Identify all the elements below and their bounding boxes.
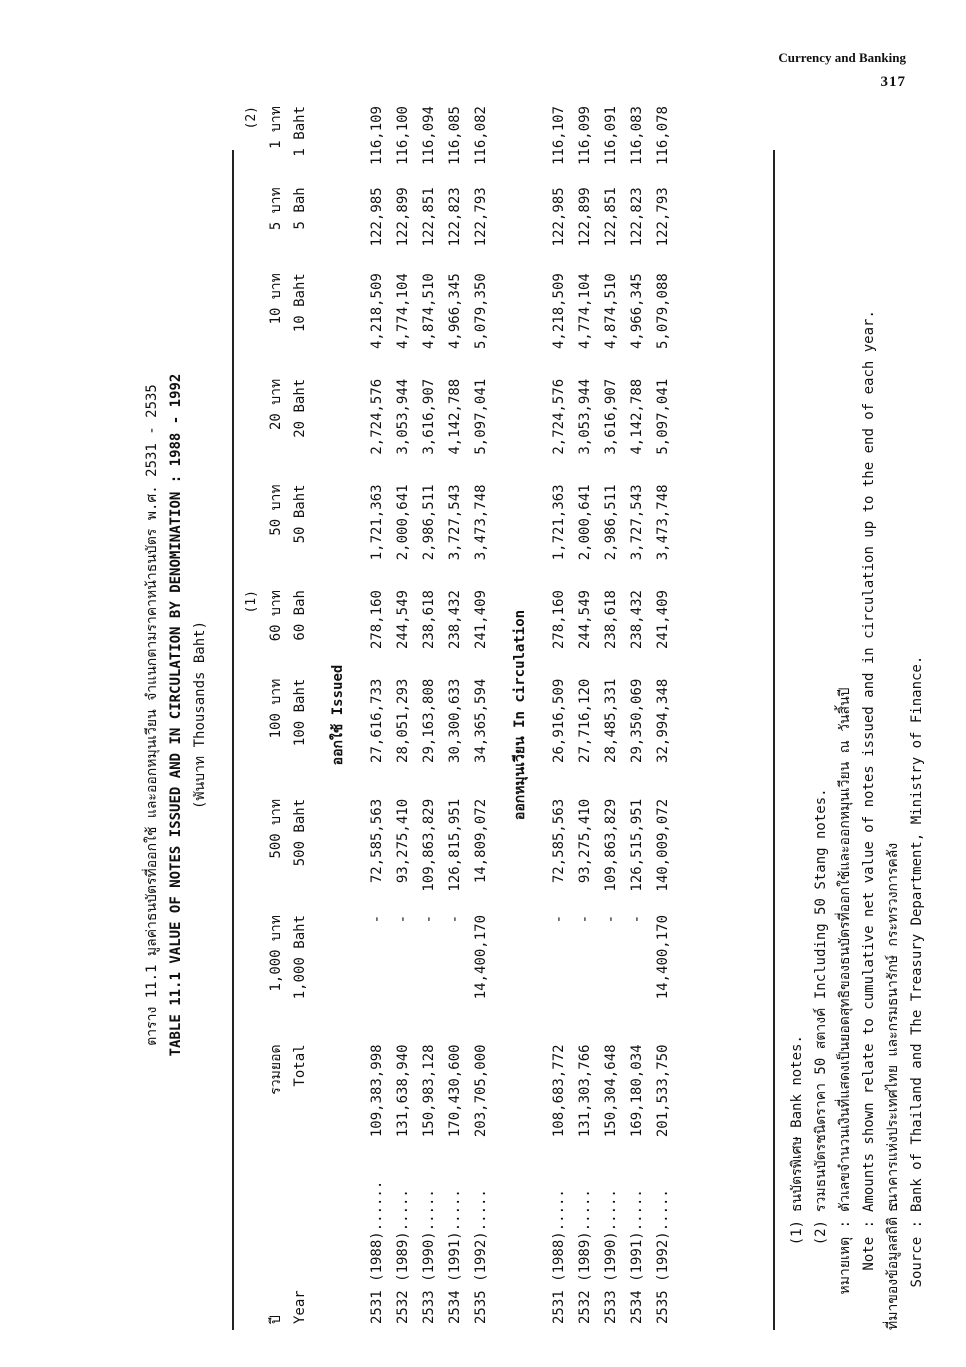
- footnote: Source :Bank of Thailand and The Treasury Department, Ministry of Finance.: [909, 655, 925, 1288]
- rotated-table-page: [140, 100, 940, 1330]
- col-10: 10 บาท 10 Baht: [268, 273, 308, 333]
- bottom-rule: [773, 150, 775, 1330]
- note-ref-1: (1): [244, 590, 259, 614]
- col-1000: 1,000 บาท 1,000 Baht: [268, 914, 308, 1000]
- table-row: 2533 (1990)..... 150,983,128 - 109,863,829 29,163,808 238,618 2,986,511 3,616,907 4,874,510 122,851 116,094: [421, 106, 437, 1324]
- notes-table: [240, 100, 676, 1330]
- col-100: 100 บาท 100 Baht: [268, 678, 308, 747]
- table-row: 2532 (1989)..... 131,638,940 - 93,275,410 28,051,293 244,549 2,000,641 3,053,944 4,774,104 122,899 116,100: [395, 106, 411, 1324]
- title-english: TABLE 11.1 VALUE OF NOTES ISSUED AND IN CIRCULATION BY DENOMINATION : 1988 - 1992: [168, 373, 184, 1057]
- top-rule: [232, 150, 234, 1330]
- table-row: 2534 (1991)..... 169,180,034 - 126,515,951 29,350,069 238,432 3,727,543 4,142,788 4,966,345 122,823 116,083: [629, 106, 645, 1324]
- section-title: Currency and Banking: [778, 50, 906, 65]
- footnotes: [785, 150, 929, 1330]
- running-head: [778, 50, 906, 91]
- col-500: 500 บาท 500 Baht: [268, 798, 308, 867]
- table-row: 2535 (1992)..... 203,705,000 14,400,170 14,809,072 34,365,594 241,409 3,473,748 5,097,041 5,079,350 122,793 116,082: [473, 106, 489, 1324]
- section-heading-circulation: ออกหมุนเวียน In circulation: [512, 609, 528, 821]
- table-row: 2531 (1988)..... 108,683,772 - 72,585,563 26,916,509 278,160 1,721,363 2,724,576 4,218,509 122,985 116,107: [551, 106, 567, 1324]
- header-row: [264, 100, 312, 1330]
- col-1: 1 บาท 1 Baht: [268, 106, 308, 157]
- table-row: 2535 (1992)..... 201,533,750 14,400,170 140,009,072 32,994,348 241,409 3,473,748 5,097,041 5,079,088 122,793 116,078: [655, 106, 671, 1324]
- footnote: (2)รวมธนบัตรชนิดราคา 50 สตางค์ Including 50 Stang notes.: [813, 788, 829, 1246]
- col-5: 5 บาท 5 Bah: [268, 187, 308, 231]
- header-note-row: [240, 100, 264, 1330]
- col-20: 20 บาท 20 Baht: [268, 378, 308, 438]
- title-thai: ตาราง 11.1 มูลค่าธนบัตรที่ออกใช้ และออกหมุนเวียน จำแนกตามราคาหน้าธนบัตร พ.ศ. 2531 - 2535: [144, 384, 160, 1046]
- table-titles: [140, 100, 212, 1330]
- footnote: (1)ธนบัตรพิเศษ Bank notes.: [789, 1035, 805, 1246]
- table-row: 2531 (1988)...... 109,383,998 - 72,585,563 27,616,733 278,160 1,721,363 2,724,576 4,218,509 122,985 116,109: [369, 106, 385, 1324]
- page-number: 317: [880, 74, 906, 90]
- section-heading-issued: ออกใช้ Issued: [330, 664, 346, 766]
- col-total: รวมยอด Total: [268, 1044, 308, 1095]
- col-50: 50 บาท 50 Baht: [268, 484, 308, 544]
- table-body: [312, 100, 676, 1330]
- footnote: ที่มาของข้อมูลสถิติ :ธนาคารแห่งประเทศไทย และกรมธนารักษ์ กระทรวงการคลัง: [885, 842, 901, 1330]
- table-row: 2532 (1989)..... 131,303,766 - 93,275,410 27,716,120 244,549 2,000,641 3,053,944 4,774,104 122,899 116,099: [577, 106, 593, 1324]
- col-year: ปี Year: [268, 1290, 308, 1324]
- note-ref-2: (2): [244, 106, 259, 130]
- footnote: หมายเหตุ :ตัวเลขจำนวนเงินที่แสดงเป็นยอดสุทธิของธนบัตรที่ออกใช้และออกหมุนเวียน ณ วันสิ้นปี: [837, 687, 853, 1295]
- table-row: 2534 (1991)..... 170,430,600 - 126,815,951 30,300,633 238,432 3,727,543 4,142,788 4,966,345 122,823 116,085: [447, 106, 463, 1324]
- title-unit: (พันบาท Thousands Baht): [192, 620, 208, 810]
- table-row: 2533 (1990)..... 150,304,648 - 109,863,829 28,485,331 238,618 2,986,511 3,616,907 4,874,510 122,851 116,091: [603, 106, 619, 1324]
- col-60: 60 บาท 60 Bah: [268, 590, 308, 642]
- footnote: Note :Amounts shown relate to cumulative net value of notes issued and in circulation up to the end of each year.: [861, 310, 877, 1271]
